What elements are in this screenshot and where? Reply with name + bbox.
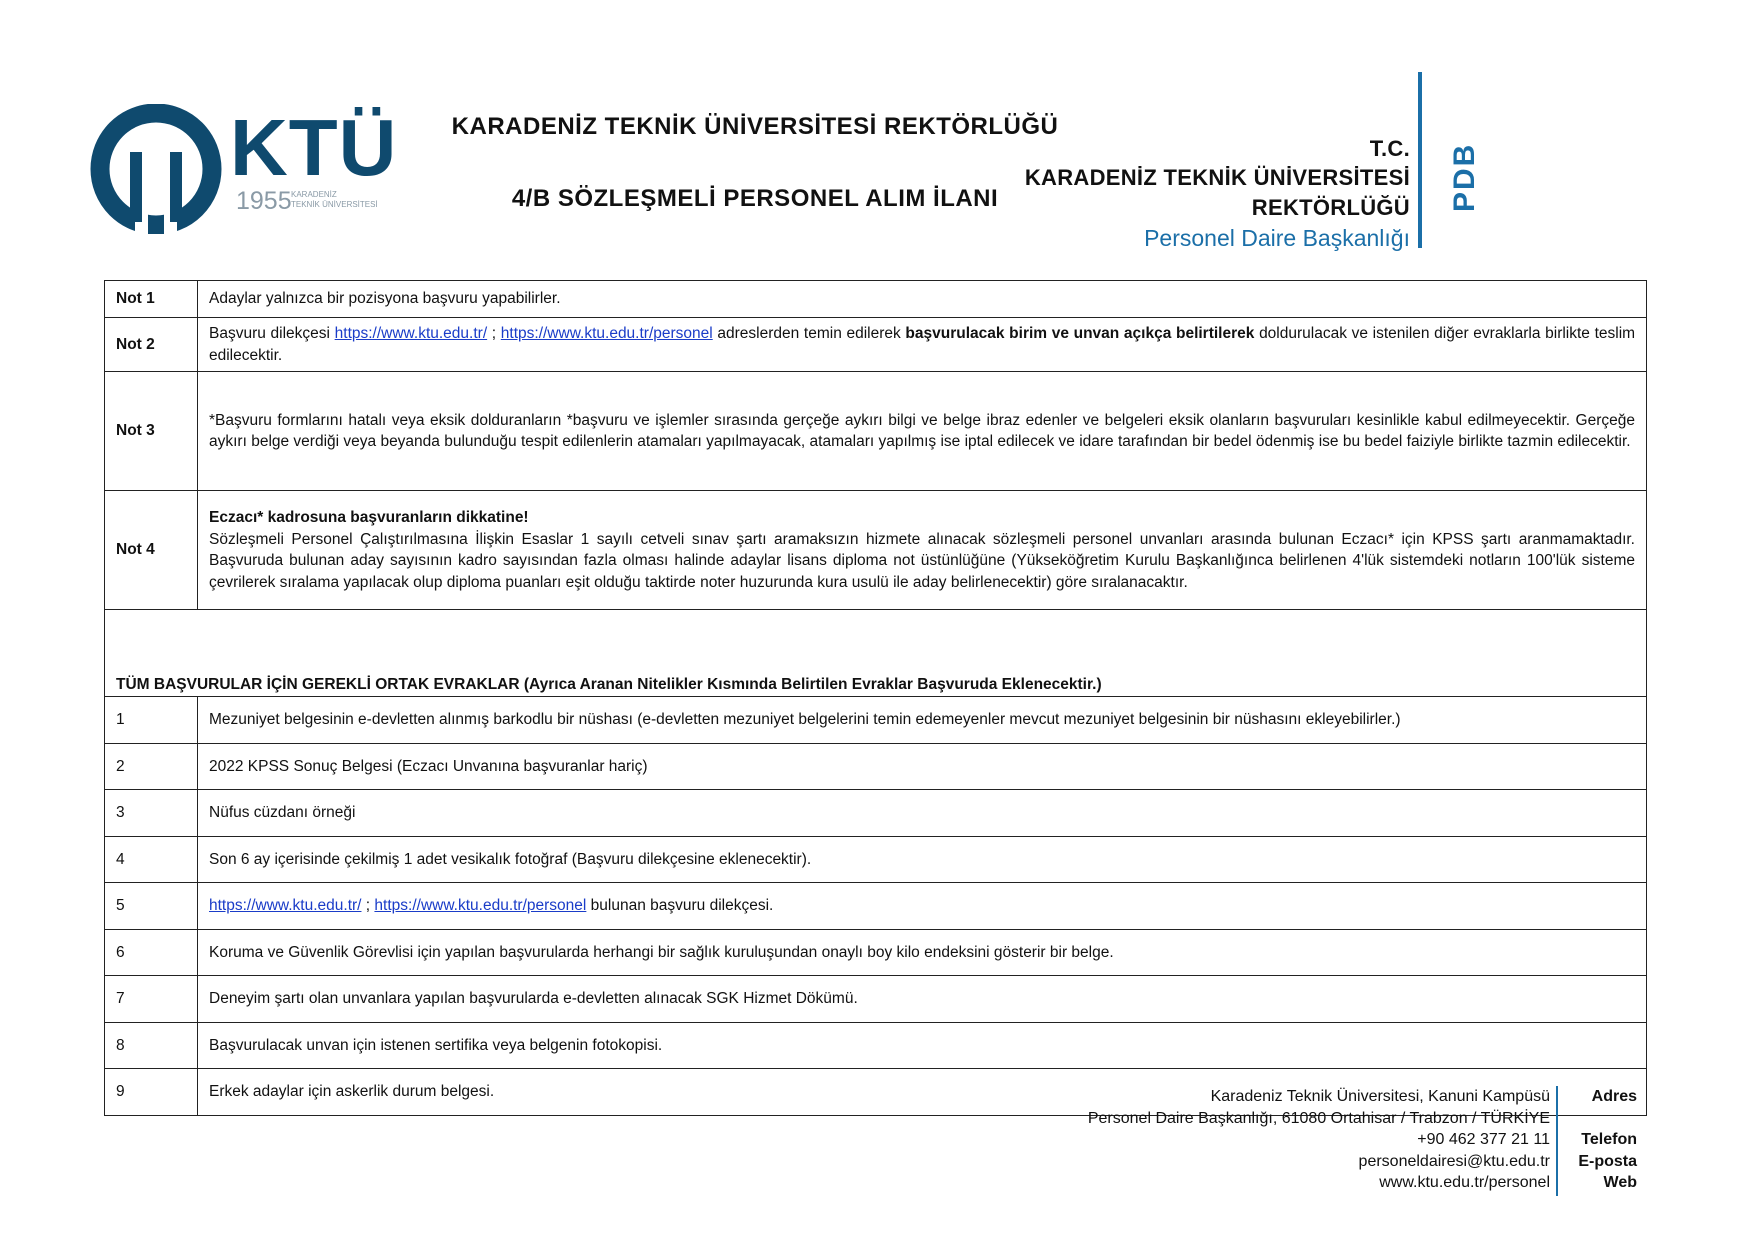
note-text: Adaylar yalnızca bir pozisyona başvuru yapabilirler. — [198, 281, 1647, 318]
footer-web[interactable]: www.ktu.edu.tr/personel — [1379, 1174, 1550, 1191]
footer-contact — [1088, 1086, 1550, 1194]
ktu-emblem-icon — [90, 104, 222, 234]
note-text: *Başvuru formlarını hatalı veya eksik dolduranların *başvuru ve işlemler sırasında gerçeğe aykırı bilgi ve belge ibraz edenler ve belgeleri eksik olanların başvuruları kesinlikle kabul edilmeyecektir. Gerçeğe aykırı belge verdiği veya beyanda bulunduğu tespit edilenlerin atamaları yapılmayacak, atamaları yapılmış ise iptal edilecek ve idare tarafından bir bedel ödenmiş ise bu bedel faiziyle birlikte tazmin edilecektir. — [198, 372, 1647, 491]
note-text-part: Başvuru dilekçesi — [209, 325, 330, 342]
footer-divider — [1556, 1086, 1558, 1196]
footer-label-web: Web — [1603, 1174, 1637, 1191]
note-text — [198, 318, 1647, 372]
pdb-tag: PDB — [1448, 142, 1481, 212]
header-right-tc: T.C. — [1369, 136, 1410, 161]
footer-label-address: Adres — [1591, 1088, 1637, 1105]
document-text-part: bulunan başvuru dilekçesi. — [590, 897, 774, 914]
footer-email[interactable]: personeldairesi@ktu.edu.tr — [1358, 1152, 1550, 1170]
footer-address-line1: Karadeniz Teknik Üniversitesi, Kanuni Kampüsü — [1210, 1088, 1550, 1105]
note-row — [105, 281, 1647, 318]
document-text: Başvurulacak unvan için istenen sertifika veya belgenin fotokopisi. — [198, 1022, 1647, 1069]
note-row — [105, 491, 1647, 610]
document-number: 5 — [105, 883, 198, 930]
header-right-rectorate: REKTÖRLÜĞÜ — [1251, 195, 1410, 220]
document-row — [105, 1022, 1647, 1069]
document-text: Son 6 ay içerisinde çekilmiş 1 adet vesikalık fotoğraf (Başvuru dilekçesine eklenecektir). — [198, 836, 1647, 883]
ktu-personel-link[interactable]: https://www.ktu.edu.tr/personel — [374, 897, 587, 914]
header-right-department: Personel Daire Başkanlığı — [1144, 225, 1410, 251]
logo-wordmark: KTÜ — [230, 103, 398, 192]
note-label: Not 1 — [105, 281, 198, 318]
document-number: 6 — [105, 929, 198, 976]
page-title: KARADENİZ TEKNİK ÜNİVERSİTESİ REKTÖRLÜĞÜ — [451, 113, 1059, 140]
logo-subtext — [291, 190, 378, 210]
document-row — [105, 976, 1647, 1023]
document-row — [105, 743, 1647, 790]
page-subtitle: 4/B SÖZLEŞMELİ PERSONEL ALIM İLANI — [511, 185, 999, 212]
footer-label-phone: Telefon — [1581, 1131, 1637, 1148]
document-row — [105, 697, 1647, 744]
logo-subtext-line2: TEKNİK ÜNİVERSİTESİ — [291, 200, 378, 209]
link-separator: ; — [365, 897, 371, 914]
note-label: Not 2 — [105, 318, 198, 372]
note-label: Not 4 — [105, 491, 198, 610]
note-text — [198, 491, 1647, 610]
documents-heading-row — [105, 610, 1647, 697]
documents-heading — [105, 610, 1647, 697]
document-text: 2022 KPSS Sonuç Belgesi (Eczacı Unvanına başvuranlar hariç) — [198, 743, 1647, 790]
document-number: 4 — [105, 836, 198, 883]
document-number: 3 — [105, 790, 198, 837]
header-divider — [1418, 72, 1422, 248]
logo-year: 1955 — [236, 187, 292, 215]
footer-labels — [1578, 1086, 1637, 1194]
document-row — [105, 883, 1647, 930]
note-heading: Eczacı* kadrosuna başvuranların dikkatine! — [209, 509, 529, 526]
note-text-part: doldurulacak ve istenilen diğer evraklarla birlikte teslim edilecektir. — [209, 325, 1636, 364]
document-number: 1 — [105, 697, 198, 744]
header-right-university: KARADENİZ TEKNİK ÜNİVERSİTESİ — [1024, 165, 1410, 190]
document-text: Deneyim şartı olan unvanlara yapılan başvurularda e-devletten alınacak SGK Hizmet Dökümü. — [198, 976, 1647, 1023]
document-number: 9 — [105, 1069, 198, 1116]
note-text-part: adreslerden temin edilerek — [717, 325, 901, 342]
note-label: Not 3 — [105, 372, 198, 491]
document-number: 2 — [105, 743, 198, 790]
ktu-website-link[interactable]: https://www.ktu.edu.tr/ — [209, 897, 362, 914]
document-text: Erkek adaylar için askerlik durum belgesi. — [198, 1069, 1647, 1116]
link-separator: ; — [491, 325, 497, 342]
ktu-website-link[interactable]: https://www.ktu.edu.tr/ — [334, 325, 488, 342]
ktu-personel-link[interactable]: https://www.ktu.edu.tr/personel — [500, 325, 713, 342]
document-row — [105, 836, 1647, 883]
logo-subtext-line1: KARADENİZ — [291, 190, 337, 199]
ktu-logo — [90, 104, 400, 234]
note-row — [105, 372, 1647, 491]
footer-label-spacer — [1578, 1108, 1637, 1130]
document-text: Koruma ve Güvenlik Görevlisi için yapılan başvurularda herhangi bir sağlık kuruluşundan onaylı boy kilo endeksini gösterir bir belge. — [198, 929, 1647, 976]
announcement-table — [104, 280, 1647, 1116]
document-row — [105, 790, 1647, 837]
footer-address-line2: Personel Daire Başkanlığı, 61080 Ortahisar / Trabzon / TÜRKİYE — [1087, 1109, 1550, 1127]
footer-label-email: E-posta — [1578, 1152, 1637, 1170]
document-row — [105, 929, 1647, 976]
document-text — [198, 883, 1647, 930]
note-text-part: Sözleşmeli Personel Çalıştırılmasına İlişkin Esaslar 1 sayılı cetveli sınav şartı aramaksızın hizmete alınacak sözleşmeli personel unvanları arasında bulunan Eczacı* için KPSS şartı aranmamaktadır. Başvuruda bulunan aday sayısının kadro sayısından fazla olması halinde adaylar lisans diploma not üstünlüğüne (Yükseköğretim Kurulu Başkanlığınca belirlenen 4'lük sistemdeki notların 100'lük sisteme çevrilerek sıralama yapılacak olup diploma puanları eşit olduğu taktirde noter huzurunda kura usulü ile aday belirlenecektir) göre sıralanacaktır. — [209, 530, 1635, 591]
document-number: 8 — [105, 1022, 198, 1069]
document-text: Nüfus cüzdanı örneği — [198, 790, 1647, 837]
document-number: 7 — [105, 976, 198, 1023]
document-text: Mezuniyet belgesinin e-devletten alınmış barkodlu bir nüshası (e-devletten mezuniyet belgelerini temin edemeyenler mevcut mezuniyet belgesinin bir nüshasını ekleyebilirler.) — [198, 697, 1647, 744]
note-row — [105, 318, 1647, 372]
footer-phone: +90 462 377 21 11 — [1417, 1131, 1550, 1148]
documents-heading-text: TÜM BAŞVURULAR İÇİN GEREKLİ ORTAK EVRAKLAR (Ayrıca Aranan Nitelikler Kısmında Belirtilen Evraklar Başvuruda Eklenecektir.) — [116, 675, 1102, 693]
note-text-emphasis: başvurulacak birim ve unvan açıkça belirtilerek — [905, 325, 1255, 342]
